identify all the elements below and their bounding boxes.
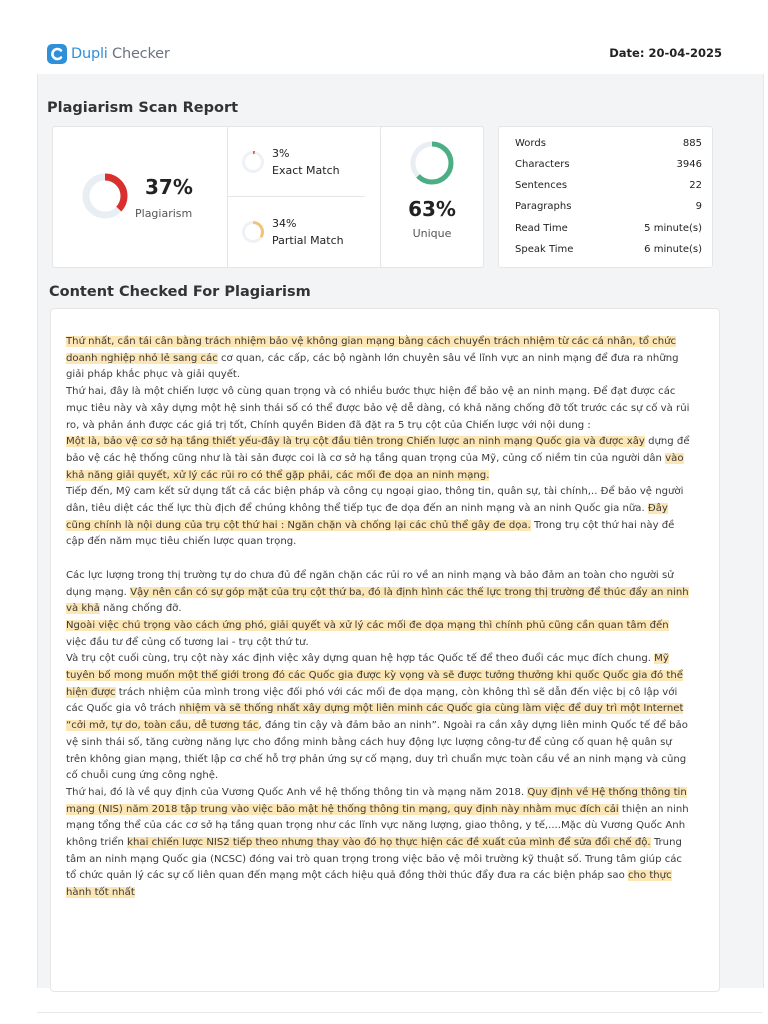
stat-row-words: Words 885 — [515, 138, 702, 149]
content-paragraph — [66, 785, 691, 902]
unmatched-text: cơ quan, các cấp, các bộ ngành lớn chuyên sâu về lĩnh vực an ninh mạng để đưa ra những giải pháp khắc phục và giải quyết. — [66, 352, 679, 381]
unmatched-text: Trong trụ cột thứ hai này đề cập đến năm mục tiêu chiến lược quan trọng. — [66, 519, 675, 548]
content-paragraph — [66, 384, 691, 434]
partial-match-label: Partial Match — [272, 234, 344, 247]
stat-row-read-time: Read Time 5 minute(s) — [515, 223, 702, 234]
unmatched-text: năng chống đỡ. — [99, 603, 182, 615]
logo-text: Dupli Checker — [71, 46, 170, 62]
report-date: Date: 20-04-2025 — [609, 46, 722, 60]
partial-match-percent: 34% — [272, 217, 297, 230]
content-paragraph — [66, 618, 691, 651]
exact-match-donut — [241, 150, 265, 174]
unmatched-text: Trung tâm an ninh mạng Quốc gia (NCSC) đóng vai trò quan trọng trong việc bảo vệ môi trường kỹ thuật số. Trung tâm giúp các tổ chức quản lý các sự cố liên quan đến mạng một cách hiệu quả đồng thời thúc đẩy đưa ra các biện pháp sao — [66, 837, 682, 882]
matched-text: cho thực hành tốt nhất — [66, 870, 672, 899]
unmatched-text: thiện an ninh mạng tổng thể của các cơ sở hạ tầng quan trọng như các lĩnh vực năng lượng, giao thông, y tế,....Mặc dù Vương Quốc Anh không triển — [66, 803, 689, 849]
stat-row-characters: Characters 3946 — [515, 159, 702, 170]
matched-text: Một là, bảo vệ cơ sở hạ tầng thiết yếu-đây là trụ cột đầu tiên trong Chiến lược an ninh mạng Quốc gia và được xây — [66, 436, 645, 448]
content-paragraph — [66, 551, 691, 568]
unmatched-text: Các lực lượng trong thị trường tự do chưa đủ để ngăn chặn các rủi ro về an ninh mạng và bảo đảm an toàn cho người sử dụng mạng. — [66, 569, 674, 598]
content-paragraph — [66, 568, 691, 618]
footer-divider — [37, 1012, 762, 1013]
duplichecker-logo-icon — [46, 43, 68, 65]
unmatched-text: việc đầu tư để củng cố tương lai - trụ cột thứ tư. — [66, 636, 309, 648]
matched-text: vào khả năng giải quyết, xử lý các rủi ro có thể gặp phải, các mối đe dọa an ninh mạng. — [66, 452, 684, 481]
content-checked-panel — [50, 308, 720, 992]
unmatched-text: dựng để bảo vệ các hệ thống cũng như là tài sản được coi là cơ sở hạ tầng quan trọng của Mỹ, củng cố niềm tin của người dân — [66, 436, 690, 464]
content-paragraphs — [66, 334, 691, 902]
exact-match-percent: 3% — [272, 147, 290, 160]
header — [0, 0, 768, 74]
unique-card — [380, 126, 484, 268]
content-paragraph — [66, 651, 691, 785]
content-paragraph — [66, 484, 691, 551]
matched-text: Vậy nên cần có sự góp mặt của trụ cột thứ ba, đó là định hình các thế lực trong thị trường để thúc đẩy an ninh và khả — [66, 586, 689, 615]
unique-donut — [409, 140, 455, 186]
exact-match-label: Exact Match — [272, 164, 340, 177]
matched-text: Đây cũng chính là nội dung của trụ cột thứ hai : Ngăn chặn và chống lại các chủ thể gây đe dọa. — [66, 503, 668, 531]
exact-match-block — [228, 127, 365, 197]
stat-row-paragraphs: Paragraphs 9 — [515, 201, 702, 212]
stat-row-sentences: Sentences 22 — [515, 180, 702, 191]
unmatched-text: Và trụ cột cuối cùng, trụ cột này xác định việc xây dựng quan hệ hợp tác Quốc tế để theo đuổi các mục đích chung. — [66, 653, 655, 665]
content-paragraph — [66, 434, 691, 484]
content-section-title: Content Checked For Plagiarism — [49, 284, 311, 300]
unmatched-text: Tiếp đến, Mỹ cam kết sử dụng tất cả các biện pháp và công cụ ngoại giao, thông tin, quân sự, tài chính,.. Để bảo vệ người dân, tiêu diệt các thế lực thù địch để chúng không thể tiếp tục đe dọa đến an ninh mạng và an ninh Quốc gia nữa. — [66, 486, 684, 515]
matched-text: Quy định về Hệ thống thông tin mạng (NIS) năm 2018 tập trung vào việc bảo mật hệ thống thông tin mạng, quy định này nhằm mục đích cải — [66, 786, 687, 815]
unmatched-text: , đáng tin cậy và đảm bảo an ninh”. Ngoài ra cần xây dựng liên minh Quốc tế để bảo vệ sinh thái số, tăng cường năng lực cho đồng minh bằng cách huy động lực lượng công-tư để củng cố quan hệ quân sự trên không gian mạng, thiết lập cơ chế hỗ trợ phản ứng sự cố mạng, duy trì chuẩn mực toàn cầu về an ninh mạng và củng cố chuỗi cung ứng công nghệ. — [66, 720, 688, 782]
matched-text: Mỹ tuyên bố mong muốn một thế giới trong đó các Quốc gia được kỳ vọng và sẽ được tưởng thưởng khi quốc Quốc gia đó thể hiện được — [66, 653, 683, 698]
plagiarism-percent: 37% — [145, 175, 193, 199]
plagiarism-donut — [81, 172, 129, 220]
matched-text: Ngoài việc chú trọng vào cách ứng phó, giải quyết và xử lý các mối đe dọa mạng thì chính phủ cũng cần quan tâm đến — [66, 619, 669, 631]
plagiarism-label: Plagiarism — [135, 207, 193, 220]
matched-text: Thứ nhất, cần tái cân bằng trách nhiệm bảo vệ không gian mạng bằng cách chuyển trách nhiệm từ các cá nhân, tổ chức doanh nghiệp nhỏ lẻ sang các — [66, 336, 677, 364]
stats-card — [498, 126, 713, 268]
unmatched-text: Thứ hai, đó là về quy định của Vương Quốc Anh về hệ thống thông tin và mạng năm 2018. — [66, 786, 528, 798]
partial-match-block — [228, 197, 365, 266]
report-title: Plagiarism Scan Report — [47, 100, 239, 116]
content-paragraph — [66, 334, 691, 384]
partial-match-donut — [241, 220, 265, 244]
matched-text: nhiệm và sẽ thống nhất xây dựng một liên minh các Quốc gia cùng làm việc để duy trì một Internet “cởi mở, tự do, toàn cầu, dễ tương tác — [66, 703, 684, 732]
logo[interactable] — [46, 43, 170, 65]
unmatched-text: Thứ hai, đây là một chiến lược vô cùng quan trọng và có nhiều bước thực hiện để bảo vệ an ninh mạng. Để đạt được các mục tiêu này và xây dựng một hệ sinh thái số có thể được bảo vệ dễ dàng, có khả năng chống đỡ tốt trước các sự cố và rủi ro, và phản ánh được các giá trị tốt, Chính quyền Biden đã đặt ra 5 trụ cột của Chiến lược với nội dung : — [66, 386, 690, 431]
unique-label: Unique — [412, 227, 452, 240]
plagiarism-block — [53, 127, 228, 267]
stat-row-speak-time: Speak Time 6 minute(s) — [515, 244, 702, 255]
unique-percent: 63% — [408, 197, 456, 221]
matched-text: khai chiến lược NIS2 tiếp theo nhưng thay vào đó họ thực hiện các đề xuất của mình để sửa đổi chế độ. — [127, 837, 651, 849]
unmatched-text: trách nhiệm của mình trong việc đối phó với các mối đe dọa mạng, còn không thì sẽ dẫn đến việc bị cô lập với các Quốc gia vô trách — [66, 686, 678, 715]
